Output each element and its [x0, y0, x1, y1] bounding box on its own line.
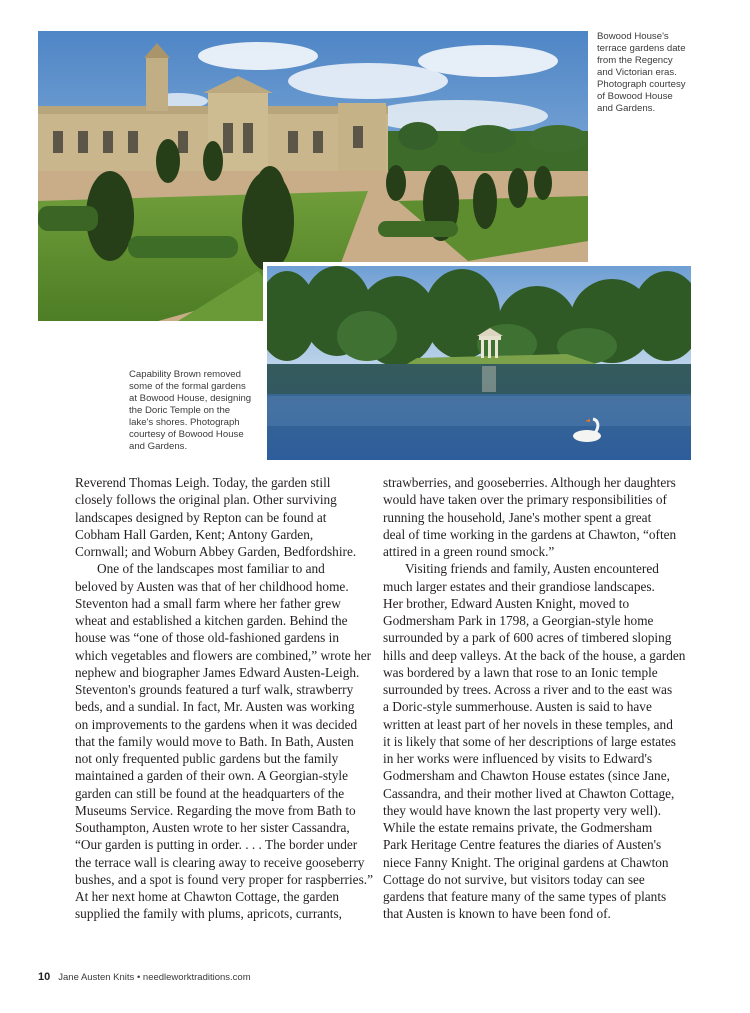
caption-line: and Gardens. [597, 103, 656, 114]
text-line: a Doric-style summerhouse. Austen is said to have [383, 699, 652, 715]
text-line: supplied the family with plums, apricots, currants, [75, 906, 342, 922]
text-line: much larger estates and their grandiose landscapes. [383, 578, 655, 594]
caption-terrace-gardens [597, 31, 707, 115]
caption-line: the Doric Temple on the [129, 405, 231, 416]
body-paragraph [75, 474, 375, 560]
text-line: the terrace wall is clearing away to receive gooseberry [75, 854, 365, 870]
text-line: in her works were influenced by visits to Edward's [383, 751, 653, 766]
caption-line: and Victorian eras. [597, 67, 677, 78]
text-line: beloved by Austen was that of her childhood home. [75, 578, 349, 594]
text-line: maintained a garden of their own. A Georgian-style [75, 768, 349, 784]
text-line: deal of time working in the gardens at Chawton, “often [383, 526, 677, 542]
text-line: While the estate remains private, the Godmersham [383, 820, 653, 835]
bowood-lake-temple-photo [263, 262, 691, 460]
text-line: gardens that feature many of the same types of plants [383, 889, 667, 904]
text-line: attired in a green round smock.” [383, 544, 555, 559]
text-line: strawberries, and gooseberries. Although her daughters [383, 475, 676, 490]
text-line: hills and deep valleys. At the back of the house, a garden [383, 647, 686, 663]
page-number: 10 [38, 971, 51, 983]
caption-line: from the Regency [597, 55, 673, 66]
caption-line: at Bowood House, designing [129, 393, 252, 404]
text-line: written at least part of her novels in these temples, and [383, 716, 673, 732]
text-line: Steventon had a small farm where her father grew [75, 595, 341, 611]
caption-line: courtesy of Bowood House [129, 429, 244, 440]
text-line: At her next home at Chawton Cottage, the garden [75, 889, 340, 904]
article-column-left [75, 474, 375, 923]
text-line: Cobham Hall Garden, Kent; Antony Garden, [75, 526, 314, 542]
text-line: on improvements to the gardens when it was decided [75, 716, 358, 732]
text-line: Cottage do not survive, but visitors today can see [383, 871, 645, 887]
page-footer [38, 971, 251, 983]
body-paragraph [383, 560, 686, 922]
text-line: Park Heritage Centre features the diaries of Austen's [383, 837, 662, 853]
text-line: Her brother, Edward Austen Knight, moved to [383, 595, 630, 611]
text-line: Godmersham Park in 1798, a Georgian-style home [383, 613, 654, 628]
caption-line: lake's shores. Photograph [129, 417, 240, 428]
caption-line: and Gardens. [129, 441, 188, 452]
caption-line: Capability Brown removed [129, 369, 241, 380]
body-paragraph [75, 560, 375, 922]
text-line: closely follows the original plan. Other surviving [75, 492, 337, 508]
body-paragraph [383, 474, 683, 560]
text-line: Visiting friends and family, Austen encountered [405, 561, 659, 577]
caption-line: Photograph courtesy [597, 79, 686, 90]
text-line: house was “one of those old-fashioned gardens in [75, 630, 340, 646]
text-line: that Austen is known to have been fond of. [383, 906, 611, 922]
text-line: not only frequented public gardens but the family [75, 751, 339, 766]
caption-lake-temple [129, 369, 257, 453]
text-line: One of the landscapes most familiar to and [97, 561, 325, 577]
text-line: which vegetables and flowers are combined,” wrote her [75, 647, 372, 663]
text-line: would have taken over the primary responsibilities of [383, 492, 667, 508]
caption-line: of Bowood House [597, 91, 673, 102]
text-line: surrounded by trees. Across a river and to the east was [383, 682, 673, 697]
caption-line: some of the formal gardens [129, 381, 246, 392]
article-column-right [383, 474, 686, 923]
text-line: it is likely that some of her descriptions of large estates [383, 733, 676, 749]
caption-line: Bowood House's [597, 31, 669, 42]
text-line: garden can still be found at the headquarters of the [75, 785, 345, 801]
publication-credit: Jane Austen Knits • needleworktraditions.com [58, 972, 251, 983]
text-line: they would have known the last property very well). [383, 802, 662, 818]
text-line: running the household, Jane's mother spent a great [383, 509, 652, 525]
text-line: that the family would move to Bath. In Bath, Austen [75, 733, 354, 749]
text-line: Reverend Thomas Leigh. Today, the garden still [75, 475, 331, 490]
text-line: Steventon's grounds featured a turf walk, strawberry [75, 682, 354, 697]
text-line: landscapes designed by Repton can be found at [75, 509, 327, 525]
text-line: Godmersham and Chawton House estates (since Jane, [383, 768, 670, 784]
text-line: bushes, and a spot is found very proper for raspberries.” [75, 871, 373, 887]
text-line: was bordered by a lawn that rose to an Ionic temple [383, 664, 658, 680]
text-line: niece Fanny Knight. The original gardens at Chawton [383, 854, 669, 870]
text-line: Cornwall; and Woburn Abbey Garden, Bedfordshire. [75, 544, 357, 559]
text-line: surrounded by a park of 600 acres of timbered sloping [383, 630, 672, 646]
text-line: wheat and established a kitchen garden. Behind the [75, 613, 348, 628]
text-line: nephew and biographer James Edward Austen-Leigh. [75, 664, 360, 680]
text-line: Museums Service. Regarding the move from Bath to [75, 802, 356, 818]
text-line: “Our garden is putting in order. . . . The border under [75, 837, 358, 853]
text-line: beds, and a sundial. In fact, Mr. Austen was working [75, 699, 355, 715]
caption-line: terrace gardens date [597, 43, 686, 54]
text-line: Southampton, Austen wrote to her sister Cassandra, [75, 820, 350, 835]
text-line: Cassandra, and their mother lived at Chawton Cottage, [383, 785, 675, 801]
